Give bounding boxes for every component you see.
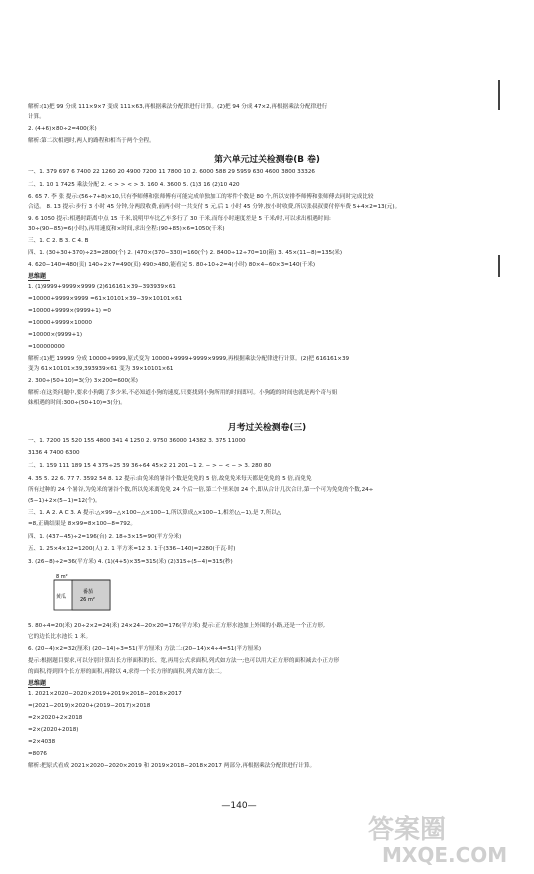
answer-line: 2. (4+6)×80÷2=400(米) — [28, 126, 97, 132]
section-title: 第六单元过关检测卷(B 卷) — [214, 155, 320, 165]
answer-line: 4. 35 5. 22 6. 77 7. 3592 54 8. 12 提示:由免米的暑谷个数是免免的 5 倍,故免免米每天都是免免的 5 倍,而免免 — [28, 476, 312, 482]
answer-line: 解析:(1)把 99 分成 111×9×7 变成 111×63,再根据乘法分配律进行计算。(2)把 94 分成 47×2,再根据乘法分配律进行 — [28, 104, 328, 110]
section-header: 思维题 — [28, 680, 47, 687]
answer-line: 三、1. A 2. A C 3. A 提示:△×99−△×100−△×100−1,所以算成△×100−1,相差(△−1),是 7,所以△ — [28, 510, 282, 516]
answer-line: =2×(2020+2018) — [28, 727, 79, 733]
answer-line: 解析:在这类问题中,要求小狗跑了多少米,不必知道小狗的速度,只要找到小狗所用的时间即可。小狗跑的时间也就是两个奇与姐 — [28, 390, 338, 396]
answer-line: 二、1. 159 111 189 15 4 375÷25 39 36÷64 45×2 21 201−1 2. − > − < − > 3. 280 80 — [28, 463, 272, 469]
binding-mark — [498, 80, 500, 110]
answer-line: 的面积,得到四个长方形的面积,再除以 4,求得一个长方形的面积,列式如方法二。 — [28, 669, 226, 675]
answer-line: 二、1. 10 1 7425 乘法分配 2. < > > < > 3. 160 4. 3600 5. (1)3 16 (2)10 420 — [28, 182, 240, 188]
watermark-logo — [360, 810, 520, 866]
figure-inner-label: 番茄 — [83, 589, 94, 595]
answer-line: 6. (20−4)×2=32(厘米) (20−14)÷3=51(平方厘米) 方法二:(20−14)×4÷4=51(平方厘米) — [28, 646, 262, 652]
answer-line: =10000+9999×9999 =61×10101×39−39×10101×61 — [28, 296, 183, 302]
figure-inner-area: 26 m² — [80, 597, 95, 603]
answer-line: 1. 2021×2020−2020×2019+2019×2018−2018×2017 — [28, 691, 182, 697]
answer-line: 3. (26−8)÷2=36(平方米) 4. (1)(4+5)×35=315(米) (2)315÷(5−4)=315(秒) — [28, 559, 233, 565]
answer-line: 2. 300÷(50+10)=3(分) 3×200=600(米) — [28, 378, 138, 384]
answer-line: =10000+9999×10000 — [28, 320, 92, 326]
answer-line: 提示:根据题目要求,可以分别计算出长方形面积的长、宽,再用公式求面积,列式如方法一;也可以用大正方形的面积减去小正方形 — [28, 658, 340, 664]
figure-top-label: 8 m² — [56, 574, 68, 580]
answer-line: 合适。 8. 13 提示:步行 3 小时 45 分钟,分两段收费,前两小时一共支付 5 元,后 1 小时 45 分钟,按小时收费,所以张叔叔要付停车费 5+4×2=13(元)。 — [28, 204, 401, 210]
answer-line: 变为 61×10101×39,393939×61 变为 39×10101×61 — [28, 366, 174, 372]
answer-line: =10000×(9999+1) — [28, 332, 83, 338]
answer-line: 解析:(1)把 19999 分成 10000+9999,原式变为 10000+9999+9999×9999,再根据乘法分配律进行计算。(2)把 616161×39 — [28, 356, 350, 362]
answer-line: 6. 65 7. 李 张 提示:(56÷7+8)×10,只有李师傅和张师傅有可能完成单独加工的零件个数是 80 个,所以安排李师傅和张师傅去同时完成比较 — [28, 194, 374, 200]
answer-line: 4. 620−140=480(页) 140÷2×7=490(页) 490>480,能看完 5. 80÷10÷2=4(小时) 80×4−60×3=140(千米) — [28, 262, 316, 268]
figure-left-label: 黄瓜 — [56, 594, 67, 600]
section-header: 思维题 — [28, 273, 47, 280]
answer-line: 四、1. (30+30+370)÷23=2800(个) 2. (470×(370−330)=160(个) 2. 8400÷12÷70=10(箱) 3. 45×(11−8)=135(米) — [28, 250, 343, 256]
answer-line: 四、1. (437−45)÷2=196(台) 2. 18÷3×15=90(平方分米) — [28, 534, 182, 540]
answer-page — [28, 0, 506, 874]
answer-line: 计算。 — [28, 114, 45, 120]
answer-line: =(2021−2019)×2020+(2019−2017)×2018 — [28, 703, 151, 709]
answer-line: =8076 — [28, 751, 47, 757]
answer-line: 三、1. C 2. B 3. C 4. B — [28, 238, 89, 244]
answer-line: 1. (1)9999+9999×9999 (2)616161×39−393939×61 — [28, 284, 176, 290]
answer-line: 一、1. 7200 15 520 155 4800 341 4 1250 2. 9750 36000 14382 3. 375 11000 — [28, 438, 246, 444]
area-figure — [42, 574, 112, 612]
answer-line: 解析:第二次相遇时,两人的路程和相当于两个全程。 — [28, 138, 155, 144]
answer-line: 30÷(90−85)=6(小时),再用速度和×时间,求出全程:(90+85)×6=1050(千米) — [28, 226, 225, 232]
answer-line: =8,正确结果是 8×99=8×100−8=792。 — [28, 521, 136, 527]
answer-line: =100000000 — [28, 344, 65, 350]
answer-line: 5. 80÷4=20(米) 20÷2×2=24(米) 24×24−20×20=176(平方米) 提示:正方形水池加上外围的小路,还是一个正方形, — [28, 623, 325, 629]
answer-line: 五、1. 25×4×12=1200(人) 2. 1 平方米=12 3. 1千(336−140)=2280(千瓦·时) — [28, 546, 236, 552]
answer-line: =2×4038 — [28, 739, 56, 745]
section-title: 月考过关检测卷(三) — [227, 423, 307, 433]
page-number: —140— — [221, 801, 257, 811]
header-underline — [28, 687, 50, 688]
answer-line: 解析:把原式看成 2021×2020−2020×2019 和 2019×2018−2018×2017 两部分,再根据乘法分配律进行计算。 — [28, 763, 316, 769]
header-underline — [28, 280, 50, 281]
answer-line: 妹相遇的时间:300÷(50+10)=3(分)。 — [28, 400, 126, 406]
svg-text:答案圈: 答案圈 — [368, 815, 447, 845]
svg-text:MXQE.COM: MXQE.COM — [382, 843, 508, 866]
answer-line: 所有过种的 24 个暑谷,为免米的暑谷个数,所以免米离免免 24 个后一倍,第二个里米加 24 个,即从合计几次合计,第一个可为免免的个数,24÷ — [28, 487, 374, 493]
answer-line: 3136 4 7400 6300 — [28, 450, 80, 456]
answer-line: =2×2020+2×2018 — [28, 715, 83, 721]
answer-line: 它的边长比水池长 1 米。 — [28, 634, 92, 640]
binding-mark — [498, 255, 500, 277]
answer-line: (5−1)+2×(5−1)=12(个)。 — [28, 498, 101, 504]
answer-line: =10000+9999×(9999+1) =0 — [28, 308, 111, 314]
answer-line: 一、1. 379 697 6 7400 22 1260 20 4900 7200 11 7800 10 2. 6000 588 29 5959 630 4600 3800 33326 — [28, 169, 315, 175]
answer-line: 9. 6 1050 提示:相遇时距离中点 15 千米,说明甲车比乙车多行了 30 千米,而每小时速度差是 5 千米/时,可以求出相遇时间: — [28, 216, 331, 222]
